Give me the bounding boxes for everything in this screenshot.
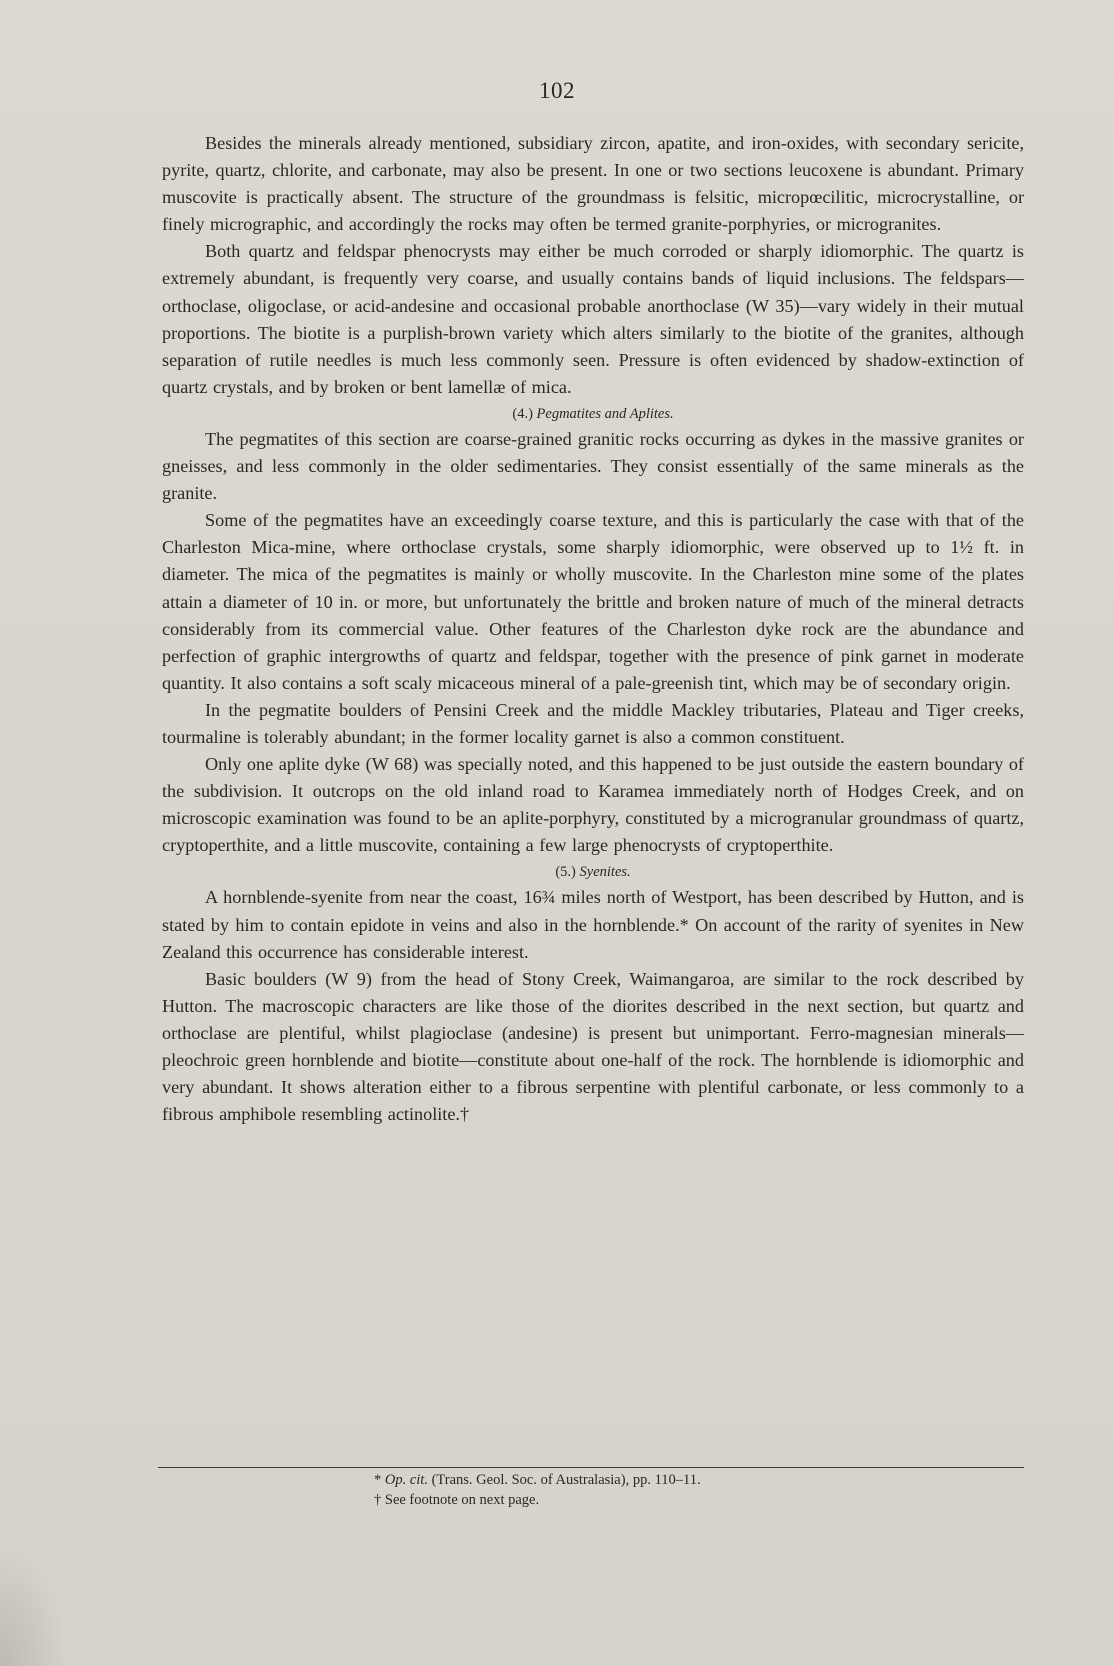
paragraph-hornblende-syenite: A hornblende-syenite from near the coast, 16¾ miles north of Westport, has been described by Hutton, and is stated by him to contain epidote in veins and also in the hornblende.* On account of the rarity of syenites in New Zealand this occurrence has considerable interest. [162,887,1024,962]
paragraph-pegmatites-intro: The pegmatites of this section are coarse-grained granitic rocks occurring as dykes in the massive granites or gneisses, and less commonly in the older sedimentaries. They consist essentially of the same minerals as the granite. [162,428,1024,504]
paragraph-minerals: Besides the minerals already mentioned, subsidiary zircon, apatite, and iron-oxides, with secondary sericite, pyrite, quartz, chlorite, and carbonate, may also be present. In one or two sections leucoxene is abundant. Primary muscovite is practically absent. The structure of the groundmass is felsitic, micropœcilitic, microcrystalline, or finely micrographic, and accordingly the rocks may often be termed granite-porphyries, or microgranites. [162,133,1024,235]
section-number: (5.) [555,864,576,881]
footnote-mark: * [374,1472,382,1488]
paragraph-aplite: Only one aplite dyke (W 68) was specially noted, and this happened to be just outside the eastern boundary of the subdivision. It outcrops on the old inland road to Karamea immediately north of Hodges Creek, and on microscopic examination was found to be an aplite-porphyry, constituted by a microgranular groundmass of quartz, cryptoperthite, and a little muscovite, containing a few large phenocrysts of cryptoperthite. [162,754,1024,856]
page-edge-shading [0,1540,70,1666]
paragraph-tourmaline: In the pegmatite boulders of Pensini Creek and the middle Mackley tributaries, Plateau and Tiger creeks, tourmaline is tolerably abundant; in the former locality garnet is also a common constituent. [162,699,1024,747]
section-title: Syenites. [579,864,631,881]
section-heading-pegmatites [162,403,1024,425]
page-number: 102 [539,78,575,103]
footnote-text: (Trans. Geol. Soc. of Australasia), pp. 110–11. [431,1472,701,1488]
footnote-citation: Op. cit. [384,1472,428,1488]
footnote-1 [374,1470,701,1490]
paragraph-basic-boulders: Basic boulders (W 9) from the head of Stony Creek, Waimangaroa, are similar to the rock described by Hutton. The macroscopic characters are like those of the diorites described in the next section, but quartz and orthoclase are plentiful, whilst plagioclase (andesine) is present but unimportant. Ferro-magnesian minerals—pleochroic green hornblende and biotite—constitute about one-half of the rock. The hornblende is idiomorphic and very abundant. It shows alteration either to a fibrous serpentine with plentiful carbonate, or less commonly to a fibrous amphibole resembling actinolite.† [162,968,1024,1125]
footnote-divider [158,1467,1024,1468]
paragraph-charleston: Some of the pegmatites have an exceedingly coarse texture, and this is particularly the case with that of the Charleston Mica-mine, where orthoclase crystals, some sharply idiomorphic, were observed up to 1½ ft. in diameter. The mica of the pegmatites is mainly or wholly muscovite. In the Charleston mine some of the plates attain a diameter of 10 in. or more, but unfortunately the brittle and broken nature of much of the mineral detracts considerably from its commercial value. Other features of the Charleston dyke rock are the abundance and perfection of graphic intergrowths of quartz and feldspar, together with the presence of pink garnet in moderate quantity. It also contains a soft scaly micaceous mineral of a pale-greenish tint, which may be of secondary origin. [162,510,1024,693]
body-text [162,130,1024,1128]
section-number: (4.) [512,405,533,422]
paragraph-phenocrysts: Both quartz and feldspar phenocrysts may either be much corroded or sharply idiomorphic. The quartz is extremely abundant, is frequently very coarse, and usually contains bands of liquid inclusions. The feldspars—orthoclase, oligoclase, or acid-andesine and occasional probable anorthoclase (W 35)—vary widely in their mutual proportions. The biotite is a purplish-brown variety which alters similarly to the biotite of the granites, although separation of rutile needles is much less commonly seen. Pressure is often evidenced by shadow-extinction of quartz crystals, and by broken or bent lamellæ of mica. [162,241,1024,397]
section-title: Pegmatites and Aplites. [536,405,674,422]
section-heading-syenites [162,861,1024,883]
footnote-2: † See footnote on next page. [374,1492,540,1508]
footnotes [374,1470,701,1510]
